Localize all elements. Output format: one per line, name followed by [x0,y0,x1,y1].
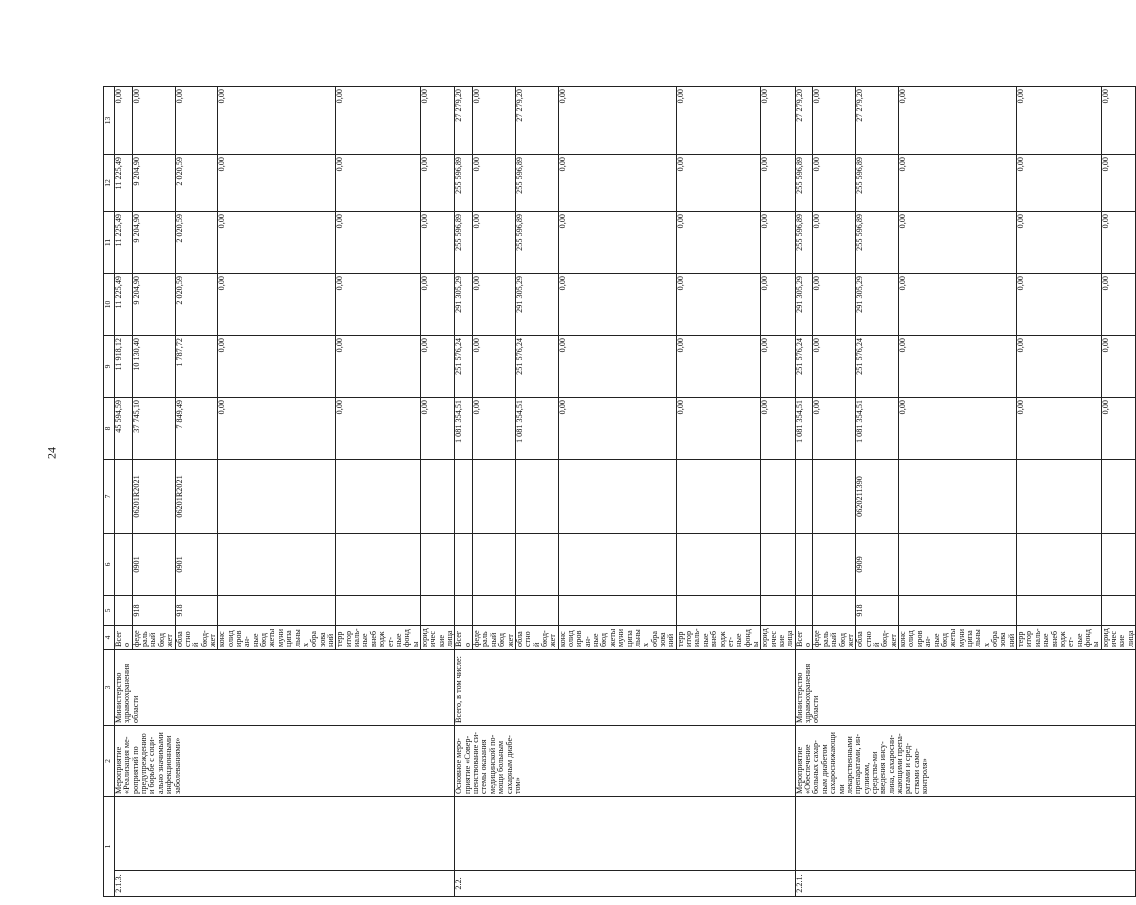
amount-cell: 0,00 [558,273,676,335]
code-grbs-cell [515,595,558,625]
amount-cell: 0,00 [1017,397,1102,459]
code-target-cell [899,459,1017,533]
code-grbs-cell [1017,595,1102,625]
amount-cell: 255 596,89 [515,211,558,273]
column-number: 2 [104,725,115,796]
code-grbs-cell [115,595,133,625]
amount-cell: 11 918,12 [115,335,133,397]
amount-cell: 251 576,24 [515,335,558,397]
amount-cell: 0,00 [1101,211,1135,273]
amount-cell: 0,00 [420,397,454,459]
amount-cell: 255 596,89 [515,154,558,211]
measure-name-cell: Мероприятие «Обеспечение больных сахар-ным диабетом сахароснижающими лекарственными препаратами, ин-сулином, средства-ми введения инсу-лина, сахаросни-жающими препа-ратами и сред-ствами само-контроля» [795,725,1135,796]
code-grbs-cell [899,595,1017,625]
code-grbs-cell [218,595,336,625]
code-grbs-cell [558,595,676,625]
executor-cell: Министерство здравоохранения области [795,649,1135,725]
code-grbs-cell: 918 [132,595,175,625]
amount-cell: 9 204,90 [132,211,175,273]
amount-cell: 0,00 [218,86,336,154]
code-section-cell: 0901 [175,533,218,595]
amount-cell: 291 305,29 [795,273,813,335]
code-section-cell [1017,533,1102,595]
code-section-cell [1101,533,1135,595]
amount-cell: 0,00 [1101,335,1135,397]
code-target-cell [218,459,336,533]
code-grbs-cell: 918 [175,595,218,625]
amount-cell: 0,00 [420,86,454,154]
code-section-cell [455,533,473,595]
amount-cell: 45 594,59 [115,397,133,459]
amount-cell: 0,00 [676,154,761,211]
amount-cell: 27 279,20 [856,86,899,154]
amount-cell: 0,00 [420,335,454,397]
column-number: 3 [104,649,115,725]
amount-cell: 0,00 [813,335,856,397]
code-section-cell [813,533,856,595]
amount-cell: 0,00 [473,273,516,335]
amount-cell: 0,00 [899,335,1017,397]
code-target-cell [1017,459,1102,533]
row-number-cell: 2.2. [455,871,795,897]
row-number-cell: 2.1.3. [115,871,455,897]
amount-cell: 0,00 [1017,154,1102,211]
funding-source-cell: консолидирован-ные бюджеты муниципальных образований [218,625,336,649]
amount-cell: 0,00 [813,211,856,273]
funding-source-cell: юридические лица [420,625,454,649]
code-target-cell [515,459,558,533]
table-row [455,86,473,896]
code-section-cell [558,533,676,595]
amount-cell: 251 576,24 [795,335,813,397]
funding-source-cell: юридические лица [1101,625,1135,649]
code-section-cell: 0901 [132,533,175,595]
amount-cell: 0,00 [813,273,856,335]
amount-cell: 251 576,24 [455,335,473,397]
amount-cell: 0,00 [761,86,795,154]
code-target-cell [420,459,454,533]
amount-cell: 1 081 354,51 [515,397,558,459]
amount-cell: 0,00 [473,335,516,397]
amount-cell: 0,00 [558,211,676,273]
code-grbs-cell [420,595,454,625]
code-section-cell [473,533,516,595]
amount-cell: 0,00 [1101,154,1135,211]
code-section-cell [420,533,454,595]
funding-source-cell: юридические лица [761,625,795,649]
amount-cell: 255 596,89 [795,211,813,273]
amount-cell: 0,00 [899,273,1017,335]
amount-cell: 0,00 [761,154,795,211]
amount-cell: 1 081 354,51 [795,397,813,459]
code-target-cell [558,459,676,533]
amount-cell: 0,00 [420,273,454,335]
rotated-table-canvas [103,86,1135,897]
amount-cell: 0,00 [761,211,795,273]
funding-source-cell: Всего [455,625,473,649]
column-number: 6 [104,533,115,595]
amount-cell: 255 596,89 [856,154,899,211]
funding-source-cell: областной бюд-жет [175,625,218,649]
amount-cell: 0,00 [1017,211,1102,273]
amount-cell: 0,00 [420,211,454,273]
page-number: 24 [44,447,59,459]
amount-cell: 0,00 [676,86,761,154]
amount-cell: 0,00 [115,86,133,154]
amount-cell: 0,00 [218,335,336,397]
column-number: 1 [104,796,115,896]
amount-cell: 0,00 [336,335,421,397]
code-grbs-cell [795,595,813,625]
funding-source-cell: Всего [795,625,813,649]
amount-cell: 0,00 [558,335,676,397]
column-number-row [104,86,115,896]
funding-source-cell: федеральный бюджет [813,625,856,649]
code-grbs-cell [676,595,761,625]
code-grbs-cell [813,595,856,625]
amount-cell: 0,00 [336,211,421,273]
code-grbs-cell [455,595,473,625]
code-target-cell: 06201R2021 [175,459,218,533]
amount-cell: 1 787,72 [175,335,218,397]
amount-cell: 0,00 [218,154,336,211]
funding-source-cell: Всего [115,625,133,649]
code-target-cell [336,459,421,533]
code-section-cell [676,533,761,595]
amount-cell: 0,00 [175,86,218,154]
amount-cell: 0,00 [676,335,761,397]
code-target-cell: 0620211390 [856,459,899,533]
column-number: 11 [104,211,115,273]
funding-source-cell: территориаль-ные внебюджет-ные фонды [676,625,761,649]
amount-cell: 0,00 [1017,335,1102,397]
spacer-cell [795,796,1135,870]
amount-cell: 11 225,49 [115,273,133,335]
amount-cell: 0,00 [761,335,795,397]
amount-cell: 0,00 [218,397,336,459]
amount-cell: 0,00 [1017,273,1102,335]
rotated-table-frame [103,86,1135,897]
amount-cell: 0,00 [899,397,1017,459]
funding-source-cell: территориаль-ные внебюджет-ные фонды [336,625,421,649]
code-target-cell [115,459,133,533]
code-section-cell [761,533,795,595]
amount-cell: 2 020,59 [175,154,218,211]
executor-cell: Министерство здравоохранения области [115,649,455,725]
code-section-cell [515,533,558,595]
table-row [115,86,133,896]
amount-cell: 0,00 [1017,86,1102,154]
amount-cell: 27 279,20 [455,86,473,154]
funding-source-cell: федеральный бюджет [132,625,175,649]
amount-cell: 0,00 [676,397,761,459]
code-grbs-cell [336,595,421,625]
code-grbs-cell [1101,595,1135,625]
column-number: 9 [104,335,115,397]
amount-cell: 0,00 [761,273,795,335]
column-number: 8 [104,397,115,459]
amount-cell: 0,00 [1101,86,1135,154]
amount-cell: 0,00 [558,154,676,211]
funding-source-cell: консолидирован-ные бюджеты муниципальных образований [558,625,676,649]
code-section-cell [899,533,1017,595]
code-grbs-cell [761,595,795,625]
amount-cell: 0,00 [473,397,516,459]
amount-cell: 0,00 [676,273,761,335]
measure-name-cell: Мероприятие «Реализация ме-роприятий по предупреждению и борьбе с соци-ально значимыми инфекционными заболеваниями» [115,725,455,796]
code-target-cell [676,459,761,533]
amount-cell: 27 279,20 [795,86,813,154]
amount-cell: 0,00 [1101,397,1135,459]
amount-cell: 27 279,20 [515,86,558,154]
code-section-cell: 0909 [856,533,899,595]
amount-cell: 0,00 [218,273,336,335]
column-number: 4 [104,625,115,649]
amount-cell: 0,00 [899,86,1017,154]
column-number: 10 [104,273,115,335]
code-target-cell [455,459,473,533]
row-number-cell: 2.2.1. [795,871,1135,897]
amount-cell: 9 204,90 [132,273,175,335]
amount-cell: 291 305,29 [515,273,558,335]
code-target-cell: 06201R2021 [132,459,175,533]
amount-cell: 11 225,49 [115,211,133,273]
amount-cell: 2 020,59 [175,211,218,273]
funding-source-cell: федеральный бюджет [473,625,516,649]
funding-source-cell: территориаль-ные внебюджет-ные фонды [1017,625,1102,649]
code-section-cell [795,533,813,595]
funding-source-cell: консолидирован-ные бюджеты муниципальных образований [899,625,1017,649]
amount-cell: 10 130,40 [132,335,175,397]
spacer-cell [455,796,795,870]
amount-cell: 255 596,89 [795,154,813,211]
amount-cell: 255 596,89 [455,154,473,211]
funding-table [103,86,1136,897]
amount-cell: 0,00 [132,86,175,154]
amount-cell: 0,00 [218,211,336,273]
amount-cell: 0,00 [336,273,421,335]
amount-cell: 0,00 [1101,273,1135,335]
amount-cell: 0,00 [558,397,676,459]
amount-cell: 37 745,10 [132,397,175,459]
code-target-cell [761,459,795,533]
code-grbs-cell [473,595,516,625]
amount-cell: 0,00 [813,86,856,154]
amount-cell: 0,00 [899,154,1017,211]
amount-cell: 0,00 [336,86,421,154]
amount-cell: 255 596,89 [455,211,473,273]
amount-cell: 291 305,29 [455,273,473,335]
column-number: 12 [104,154,115,211]
funding-source-cell: областной бюд-жет [515,625,558,649]
amount-cell: 0,00 [336,154,421,211]
amount-cell: 0,00 [813,397,856,459]
table-row [795,86,813,896]
amount-cell: 255 596,89 [856,211,899,273]
code-section-cell [336,533,421,595]
amount-cell: 1 081 354,51 [455,397,473,459]
amount-cell: 251 576,24 [856,335,899,397]
executor-cell: Всего, в том числе: [455,649,795,725]
code-grbs-cell: 918 [856,595,899,625]
code-target-cell [813,459,856,533]
amount-cell: 9 204,90 [132,154,175,211]
column-number: 13 [104,86,115,154]
amount-cell: 0,00 [558,86,676,154]
code-target-cell [1101,459,1135,533]
spacer-cell [115,796,455,870]
amount-cell: 0,00 [676,211,761,273]
amount-cell: 2 020,59 [175,273,218,335]
amount-cell: 7 849,49 [175,397,218,459]
code-target-cell [473,459,516,533]
amount-cell: 0,00 [420,154,454,211]
amount-cell: 0,00 [473,86,516,154]
code-target-cell [795,459,813,533]
funding-source-cell: областной бюд-жет [856,625,899,649]
column-number: 7 [104,459,115,533]
amount-cell: 291 305,29 [856,273,899,335]
code-section-cell [218,533,336,595]
amount-cell: 0,00 [813,154,856,211]
amount-cell: 0,00 [473,154,516,211]
code-section-cell [115,533,133,595]
measure-name-cell: Основное меро-приятие «Совер-шенствование си-стемы оказания медицинской по-мощи больным сахарным диабе-том» [455,725,795,796]
column-number: 5 [104,595,115,625]
amount-cell: 0,00 [761,397,795,459]
amount-cell: 1 081 354,51 [856,397,899,459]
amount-cell: 0,00 [899,211,1017,273]
amount-cell: 0,00 [336,397,421,459]
amount-cell: 11 225,49 [115,154,133,211]
amount-cell: 0,00 [473,211,516,273]
